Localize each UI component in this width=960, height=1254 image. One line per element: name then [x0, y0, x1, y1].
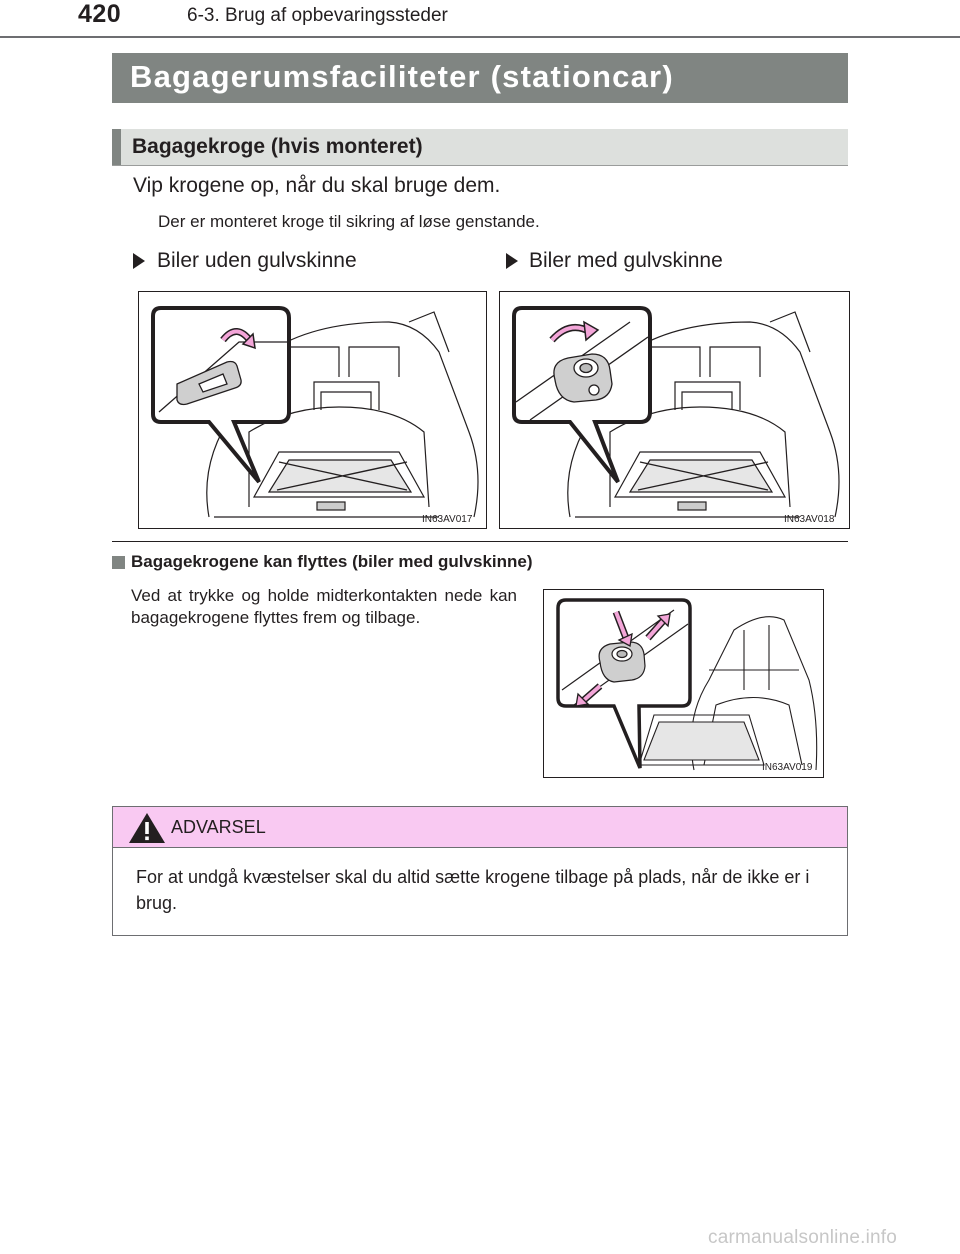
- figure-id-bottom: IN63AV019: [762, 762, 813, 773]
- warning-title: ADVARSEL: [171, 817, 266, 837]
- section-breadcrumb: 6-3. Brug af opbevaringssteder: [187, 5, 448, 26]
- page-title: Bagagerumsfaciliteter (stationcar): [130, 59, 674, 94]
- page-number: 420: [78, 0, 122, 28]
- page-title-bar: [112, 53, 848, 103]
- description-text: Der er monteret kroge til sikring af løse genstande.: [158, 212, 540, 231]
- figure-sliding-hook: [543, 589, 824, 778]
- figure-id-right: IN63AV018: [784, 514, 835, 525]
- figure-id-left: IN63AV017: [422, 514, 473, 525]
- triangle-bullet-icon: [133, 253, 145, 269]
- warning-box: [112, 806, 848, 936]
- instruction-text: Vip krogene op, når du skal bruge dem.: [133, 174, 501, 197]
- subsection-accent: [112, 129, 121, 165]
- figure-hook-without-rail: [138, 291, 487, 529]
- movable-hooks-text: Ved at trykke og holde midterkontakten nede kan bagagekrogene flyttes frem og tilbage.: [131, 586, 517, 627]
- square-bullet-icon: [112, 556, 125, 569]
- subsection-title: Bagagekroge (hvis monteret): [132, 135, 423, 158]
- section-divider: [112, 541, 848, 542]
- cargo-area-illustration-right: [500, 292, 849, 528]
- cargo-area-illustration-left: [139, 292, 486, 528]
- figure-hook-with-rail: [499, 291, 850, 529]
- warning-text: For at undgå kvæstelser skal du altid sætte krogene tilbage på plads, når de ikke er i brug.: [136, 867, 810, 913]
- variant-label-left: Biler uden gulvskinne: [157, 249, 357, 272]
- subsection-divider: [112, 165, 848, 166]
- sliding-hook-illustration: [544, 590, 823, 777]
- warning-header: [113, 807, 847, 848]
- watermark: carmanualsonline.info: [708, 1227, 898, 1248]
- subsection-bar: [112, 129, 848, 165]
- warning-icon: [127, 811, 167, 845]
- header-divider: [0, 36, 960, 38]
- triangle-bullet-icon: [506, 253, 518, 269]
- variant-label-right: Biler med gulvskinne: [529, 249, 723, 272]
- movable-hooks-heading: Bagagekrogene kan flyttes (biler med gulvskinne): [131, 552, 533, 571]
